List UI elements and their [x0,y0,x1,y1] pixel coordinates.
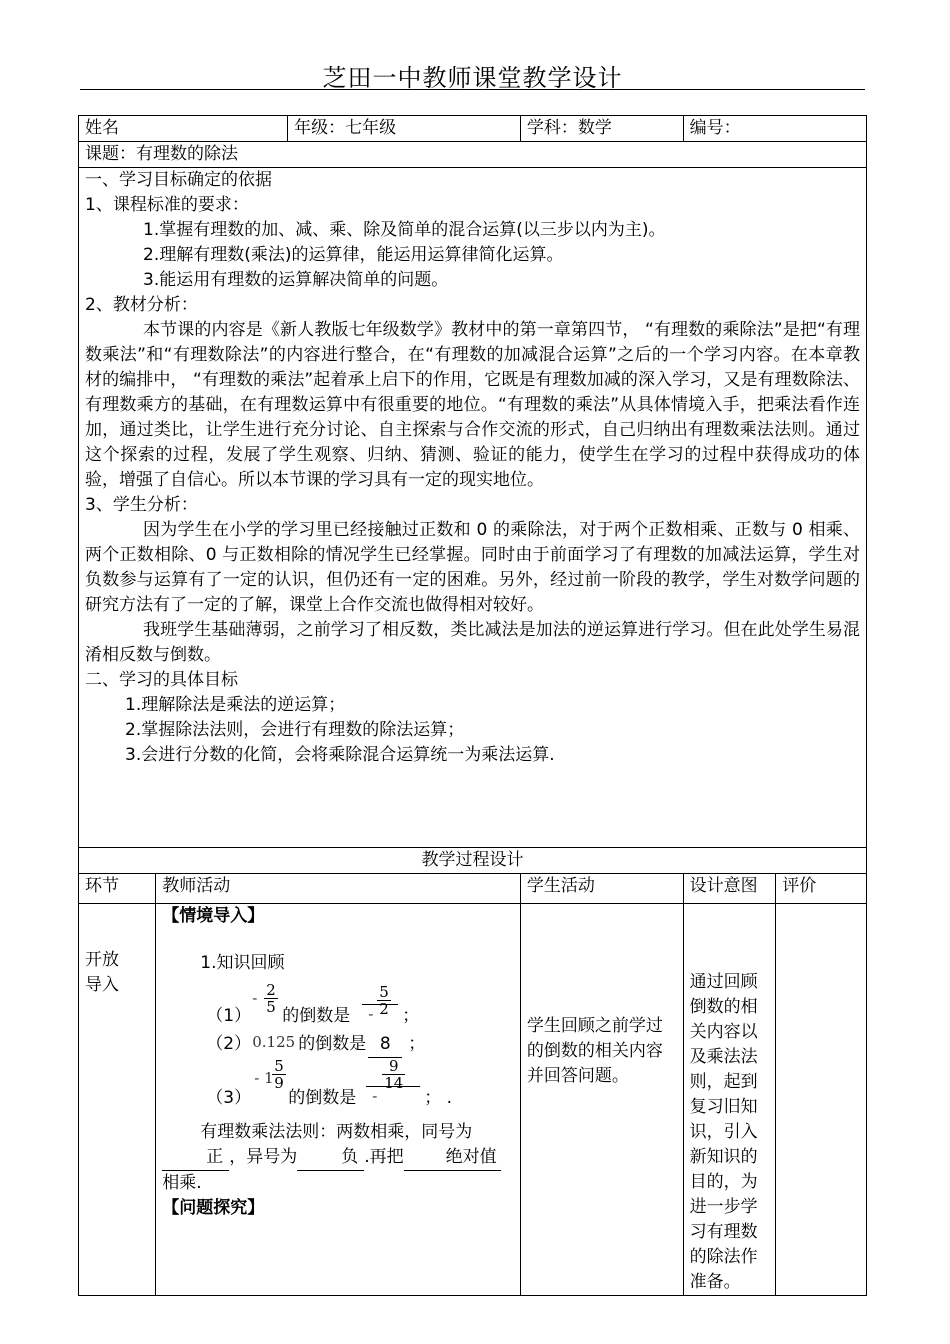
fraction-9-14: $\frac{9}{14}$ [384,1057,404,1092]
header-evaluation: 评价 [776,874,867,904]
process-title: 教学过程设计 [79,848,867,874]
grade-cell: 年级：七年级 [288,116,521,142]
title-underline [80,89,865,90]
standard-item: 3.能运用有理数的运算解决简单的问题。 [143,270,449,290]
answer-2-blank: 8 [368,1032,402,1058]
header-intent: 设计意图 [683,874,776,904]
student-analysis-2: 我班学生基础薄弱，之前学习了相反数，类比减法是加法的逆运算进行学习。但在此处学生易混淆相反数与倒数。 [85,620,860,665]
multiplication-rule: 有理数乘法法则：两数相乘，同号为正 ，异号为 负 .再把 绝对值相乘. [162,1120,514,1196]
lesson-topic: 课题：有理数的除法 [79,142,867,168]
header-student: 学生活动 [520,874,683,904]
question-3: （3） - 1 $\frac{5}{9}$ 的倒数是 - $\frac{9}{14}$ ； . [206,1057,453,1108]
stage-cell [79,904,156,1296]
teacher-name-cell: 姓名 [79,116,288,142]
section1-heading: 一、学习目标确定的依据 [85,170,272,190]
section2-heading: 二、学习的具体目标 [85,670,238,690]
goal-item: 1.理解除法是乘法的逆运算； [125,695,346,715]
question-2: （2） 0.125 的倒数是 8 ； [162,1030,514,1064]
explore-heading: 【问题探究】 [162,1198,265,1218]
intro-heading: 【情境导入】 [162,906,265,926]
goal-item: 2.掌握除法法则，会进行有理数的除法运算； [125,720,465,740]
evaluation-cell [776,904,867,1296]
stage-label: 开放导入 [85,950,119,995]
goal-item: 3.会进行分数的化简，会将乘除混合运算统一为乘法运算. [125,745,555,765]
standard-item: 1.掌握有理数的加、减、乘、除及简单的混合运算(以三步以内为主)。 [143,220,666,240]
fraction-2-5: $\frac{2}{5}$ [266,981,276,1016]
fraction-5-2: $\frac{5}{2}$ [379,983,389,1018]
document-title: 芝田一中教师课堂教学设计 [322,64,623,92]
lesson-plan-table [78,115,867,1296]
student-activity-cell: 学生回顾之前学过的倒数的相关内容并回答问题。 [520,904,683,1296]
question-1: （1） - $\frac{2}{5}$ 的倒数是 - $\frac{5}{2}$ ； [206,981,420,1026]
objectives-section [79,168,867,848]
review-label: 1.知识回顾 [200,953,285,973]
student-analysis-1: 因为学生在小学的学习里已经接触过正数和 0 的乘除法，对于两个正数相乘、正数与 0 相乘、两个正数相除、0 与正数相除的情况学生已经掌握。同时由于前面学习了有理数的加减法运算，学生对负数参与运算有了一定的认识，但仍还有一定的困难。另外，经过前一阶段的教学，学生对数学问题的研究方法有了一定的了解，课堂上合作交流也做得相对较好。 [85,520,860,615]
curriculum-heading: 1、课程标准的要求： [85,195,249,215]
design-intent-cell: 通过回顾倒数的相关内容以及乘法法则，起到复习旧知识，引入新知识的目的，为进一步学习有理数的除法作准备。 [683,904,776,1296]
standard-item: 2.理解有理数(乘法)的运算律，能运用运算律简化运算。 [143,245,564,265]
subject-cell: 学科：数学 [520,116,683,142]
number-cell: 编号： [683,116,866,142]
textbook-analysis: 本节课的内容是《新人教版七年级数学》教材中的第一章第四节， “有理数的乘除法”是把“有理数乘法”和“有理数除法”的内容进行整合，在“有理数的加减混合运算”之后的一个学习内容。在本章教材的编排中， “有理数的乘法”起着承上启下的作用，它既是有理数加减的深入学习，又是有理数除法、有理数乘方的基础，在有理数运算中有很重要的地位。“有理数的乘法”从具体情境入手，把乘法看作连加，通过类比，让学生进行充分讨论、自主探索与合作交流的形式，自己归纳出有理数乘法法则。通过这个探索的过程，发展了学生观察、归纳、猜测、验证的能力，使学生在学习的过程中获得成功的体验，增强了自信心。所以本节课的学习具有一定的现实地位。 [85,320,860,490]
textbook-heading: 2、教材分析： [85,295,198,315]
header-stage: 环节 [79,874,156,904]
student-heading: 3、学生分析： [85,495,198,515]
teacher-activity-cell [156,904,521,1296]
fraction-5-9: $\frac{5}{9}$ [274,1057,284,1092]
header-teacher: 教师活动 [156,874,521,904]
